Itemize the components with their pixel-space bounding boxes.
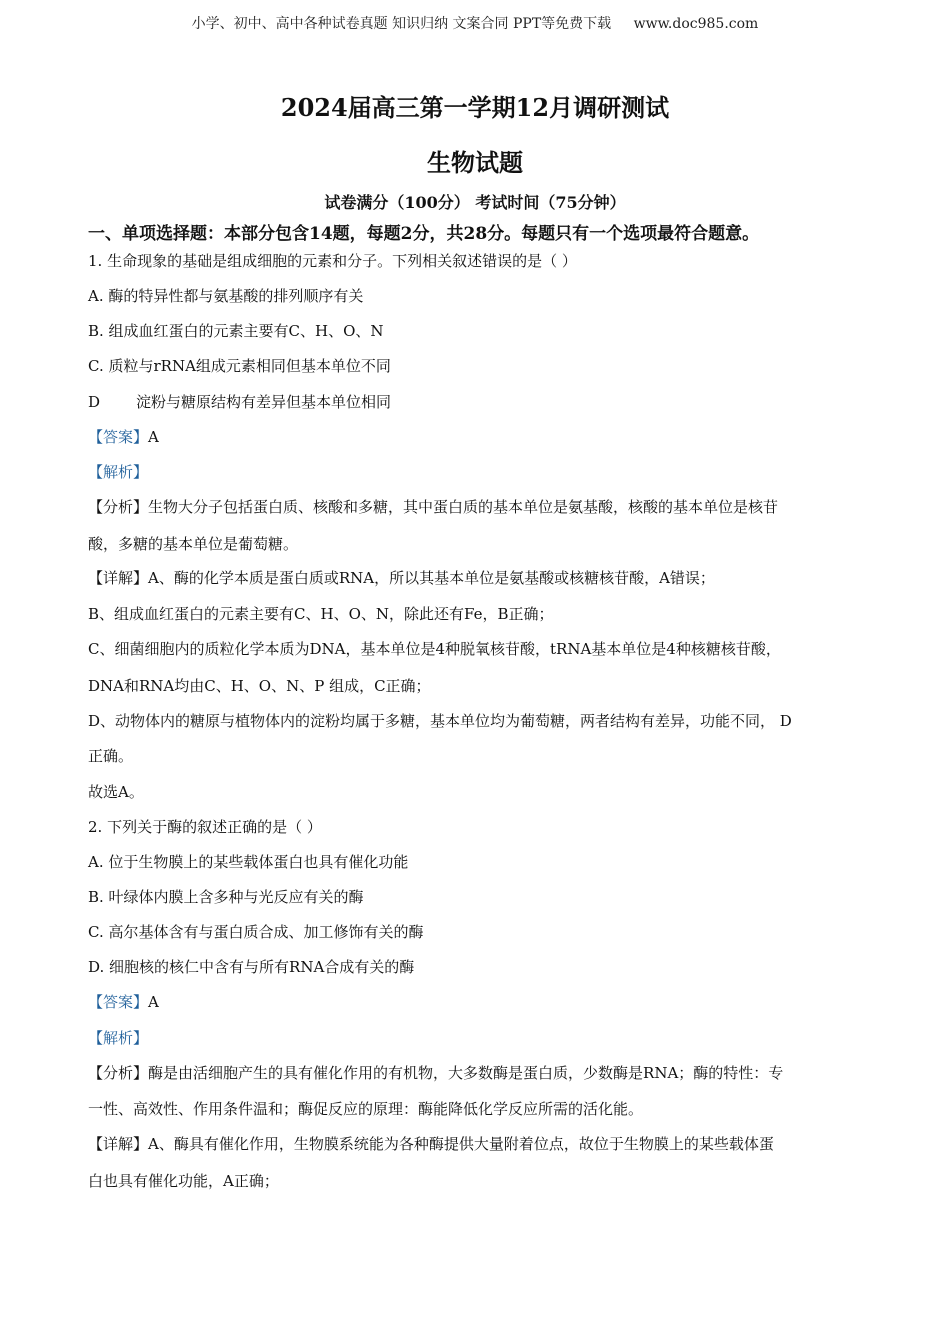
- q2-option-a: A. 位于生物膜上的某些载体蛋白也具有催化功能: [88, 853, 409, 871]
- q1-fx-line1: [88, 496, 778, 517]
- q1-final: 故选A。: [88, 783, 144, 801]
- q2-xj-line2: 白也具有催化功能，A正确；: [88, 1172, 279, 1190]
- q1-xj-line3: C、细菌细胞内的质粒化学本质为DNA，基本单位是4种脱氧核苷酸，tRNA基本单位是4种核糖核苷酸，: [88, 640, 781, 658]
- q1-option-d-text: 淀粉与糖原结构有差异但基本单位相同: [136, 393, 392, 411]
- q2-fx-line2: 一性、高效性、作用条件温和；酶促反应的原理：酶能降低化学反应所需的活化能。: [88, 1100, 644, 1118]
- xj-tag: 【详解】: [88, 569, 149, 587]
- q2-xj-text1: A、酶具有催化作用，生物膜系统能为各种酶提供大量附着位点，故位于生物膜上的某些载体蛋: [148, 1135, 774, 1153]
- page-header: [0, 13, 950, 33]
- answer-tag: 【答案】: [88, 428, 149, 446]
- q1-xj-line6: 正确。: [88, 747, 134, 765]
- fx-tag: 【分析】: [88, 498, 149, 516]
- xj-tag: 【详解】: [88, 1135, 149, 1153]
- q1-fx-text1: 生物大分子包括蛋白质、核酸和多糖，其中蛋白质的基本单位是氨基酸，核酸的基本单位是核苷: [148, 498, 779, 516]
- q1-fx-line2: 酸，多糖的基本单位是葡萄糖。: [88, 535, 299, 553]
- q1-stem: 1. 生命现象的基础是组成细胞的元素和分子。下列相关叙述错误的是（ ）: [88, 252, 577, 270]
- q2-stem: 2. 下列关于酶的叙述正确的是（ ）: [88, 818, 322, 836]
- q2-option-d: D. 细胞核的核仁中含有与所有RNA合成有关的酶: [88, 958, 415, 976]
- q2-analysis-tag: 【解析】: [88, 1029, 149, 1047]
- subject-title: 生物试题: [427, 148, 523, 177]
- q2-option-b: B. 叶绿体内膜上含多种与光反应有关的酶: [88, 888, 364, 906]
- section-heading: 一、单项选择题：本部分包含14题，每题2分，共28分。每题只有一个选项最符合题意。: [88, 224, 760, 244]
- q2-answer-value: A: [148, 993, 159, 1011]
- q2-option-c: C. 高尔基体含有与蛋白质合成、加工修饰有关的酶: [88, 923, 424, 941]
- q1-option-b: B. 组成血红蛋白的元素主要有C、H、O、N: [88, 322, 384, 340]
- fx-tag: 【分析】: [88, 1064, 149, 1082]
- q1-xj-line5: D、动物体内的糖原与植物体内的淀粉均属于多糖，基本单位均为葡萄糖，两者结构有差异，功能不同， D: [88, 712, 792, 730]
- q2-fx-line1: [88, 1062, 783, 1083]
- q1-analysis-tag: 【解析】: [88, 463, 149, 481]
- q1-option-d-letter: D: [88, 393, 101, 411]
- q2-answer: [88, 991, 159, 1012]
- q1-xj-line2: B、组成血红蛋白的元素主要有C、H、O、N，除此还有Fe，B正确；: [88, 605, 554, 623]
- q1-xj-line4: DNA和RNA均由C、H、O、N、P 组成，C正确；: [88, 677, 431, 695]
- q2-xj-line1: [88, 1133, 774, 1154]
- q1-option-c: C. 质粒与rRNA组成元素相同但基本单位不同: [88, 357, 391, 375]
- q1-xj-text1: A、酶的化学本质是蛋白质或RNA，所以其基本单位是氨基酸或核糖核苷酸，A错误；: [148, 569, 715, 587]
- exam-info: 试卷满分（100分） 考试时间（75分钟）: [324, 193, 626, 212]
- q2-fx-text1: 酶是由活细胞产生的具有催化作用的有机物，大多数酶是蛋白质，少数酶是RNA；酶的特性：专: [148, 1064, 784, 1082]
- q1-option-a: A. 酶的特异性都与氨基酸的排列顺序有关: [88, 287, 364, 305]
- exam-title: 2024届高三第一学期12月调研测试: [280, 93, 670, 122]
- q1-option-d: [88, 391, 391, 412]
- q1-answer: [88, 426, 159, 447]
- q1-xj-line1: [88, 567, 715, 588]
- header-url[interactable]: www.doc985.com: [633, 16, 759, 32]
- q1-answer-value: A: [148, 428, 159, 446]
- answer-tag: 【答案】: [88, 993, 149, 1011]
- header-text: 小学、初中、高中各种试卷真题 知识归纳 文案合同 PPT等免费下载: [191, 16, 612, 32]
